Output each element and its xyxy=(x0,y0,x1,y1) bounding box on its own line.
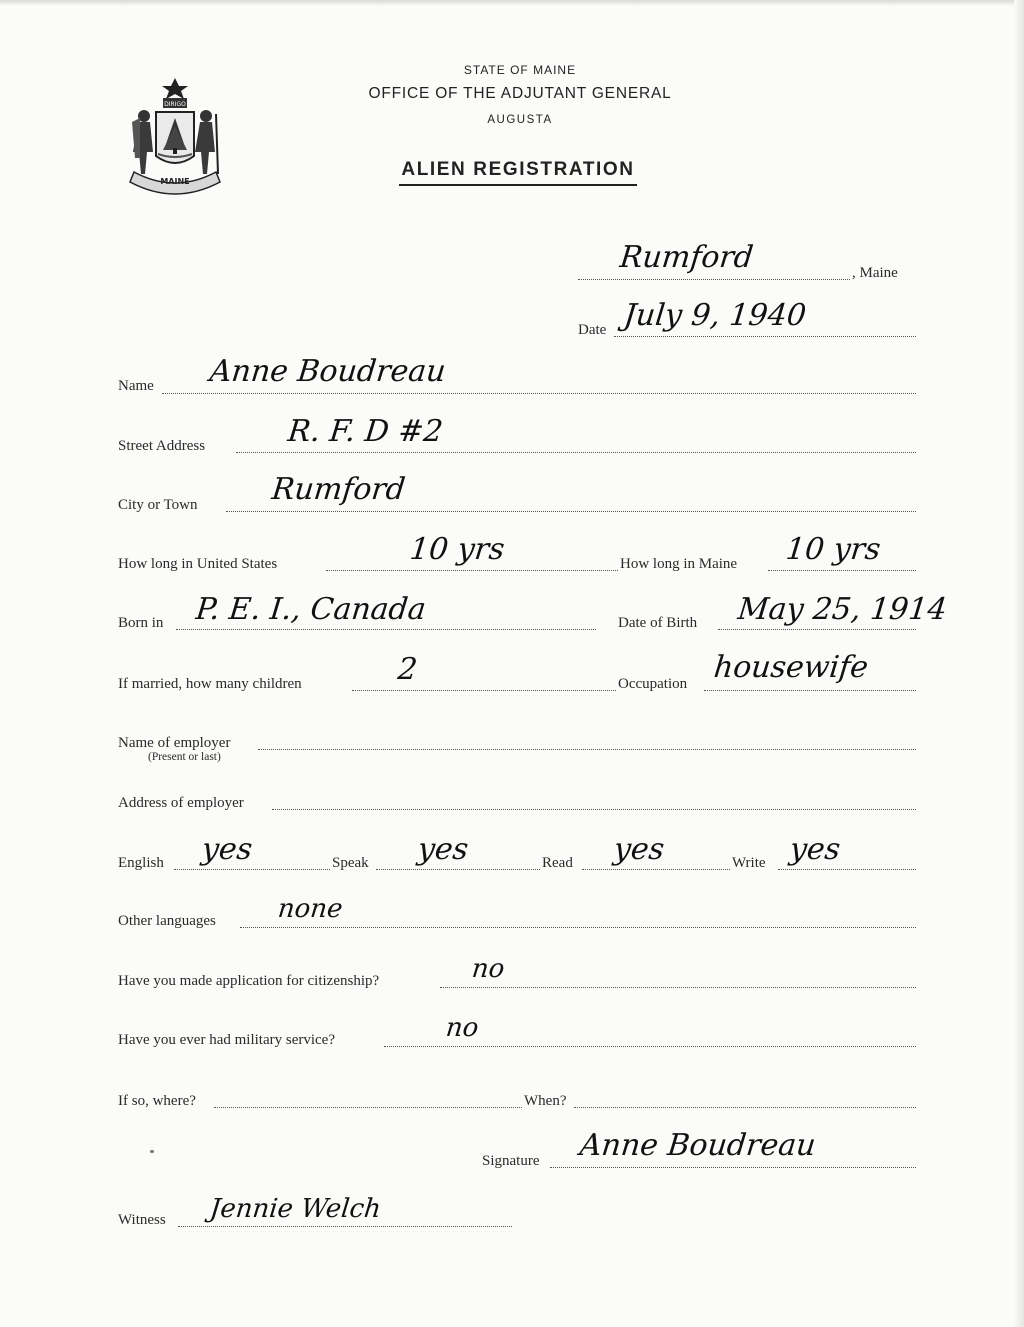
name-value[interactable]: Anne Boudreau xyxy=(208,354,448,389)
english-value[interactable]: yes xyxy=(200,832,254,867)
street-value[interactable]: R. F. D #2 xyxy=(286,414,445,449)
city-label: City or Town xyxy=(118,497,198,513)
military-value[interactable]: no xyxy=(444,1013,480,1043)
witness-value[interactable]: Jennie Welch xyxy=(208,1194,383,1224)
employer-note: (Present or last) xyxy=(148,751,221,763)
header-office: OFFICE OF THE ADJUTANT GENERAL xyxy=(368,85,672,102)
employer-address-label: Address of employer xyxy=(118,795,244,811)
write-value[interactable]: yes xyxy=(788,832,842,867)
children-value[interactable]: 2 xyxy=(396,652,419,687)
english-line xyxy=(174,869,330,870)
if-so-where-label: If so, where? xyxy=(118,1093,196,1109)
write-label: Write xyxy=(732,855,766,871)
how-long-us-label: How long in United States xyxy=(118,556,278,572)
form-title: ALIEN REGISTRATION xyxy=(6,159,1024,181)
employer-label: Name of employer (Present or last) xyxy=(118,735,231,763)
city-value[interactable]: Rumford xyxy=(270,472,407,507)
read-value[interactable]: yes xyxy=(612,832,666,867)
speak-label: Speak xyxy=(332,855,369,871)
signature-label: Signature xyxy=(482,1153,540,1169)
english-label: English xyxy=(118,855,164,871)
citizenship-value[interactable]: no xyxy=(470,954,506,984)
read-label: Read xyxy=(542,855,573,871)
date-line xyxy=(614,336,916,337)
speak-line xyxy=(376,869,540,870)
name-label: Name xyxy=(118,378,154,394)
military-label: Have you ever had military service? xyxy=(118,1032,335,1048)
scan-edge-right xyxy=(1014,0,1024,1327)
seal-banner-text: MAINE xyxy=(160,177,190,186)
how-long-maine-value[interactable]: 10 yrs xyxy=(784,532,883,567)
other-languages-label: Other languages xyxy=(118,913,216,929)
speak-value[interactable]: yes xyxy=(416,832,470,867)
maine-label: , Maine xyxy=(852,265,898,281)
born-in-value[interactable]: P. E. I., Canada xyxy=(194,592,428,627)
employer-line[interactable] xyxy=(258,749,916,750)
city-line xyxy=(226,511,916,512)
scan-edge-top xyxy=(0,0,1024,6)
date-label: Date xyxy=(578,322,607,338)
how-long-maine-line xyxy=(768,570,916,571)
children-line xyxy=(352,690,616,691)
if-so-where-line[interactable] xyxy=(214,1107,522,1108)
occupation-value[interactable]: housewife xyxy=(712,650,870,685)
signature-line xyxy=(550,1167,916,1168)
born-in-label: Born in xyxy=(118,615,164,631)
citizenship-label: Have you made application for citizenship? xyxy=(118,973,380,989)
how-long-us-line xyxy=(326,570,618,571)
town-line xyxy=(578,279,850,280)
street-label: Street Address xyxy=(118,438,206,454)
military-line xyxy=(384,1046,916,1047)
street-line xyxy=(236,452,916,453)
date-of-birth-line xyxy=(718,629,916,630)
date-of-birth-label: Date of Birth xyxy=(618,615,698,631)
date-value[interactable]: July 9, 1940 xyxy=(622,298,808,333)
date-of-birth-value[interactable]: May 25, 1914 xyxy=(736,592,949,627)
how-long-us-value[interactable]: 10 yrs xyxy=(408,532,507,567)
citizenship-line xyxy=(440,987,916,988)
read-line xyxy=(582,869,730,870)
occupation-line xyxy=(704,690,916,691)
name-line xyxy=(162,393,916,394)
employer-address-line[interactable] xyxy=(272,809,916,810)
header-city: AUGUSTA xyxy=(487,114,553,126)
scan-speck xyxy=(150,1150,154,1153)
write-line xyxy=(778,869,916,870)
children-label: If married, how many children xyxy=(118,676,302,692)
other-languages-value[interactable]: none xyxy=(276,894,345,924)
when-label: When? xyxy=(524,1093,567,1109)
how-long-maine-label: How long in Maine xyxy=(620,556,738,572)
other-languages-line xyxy=(240,927,916,928)
town-value[interactable]: Rumford xyxy=(618,240,755,275)
header-state: STATE OF MAINE xyxy=(463,63,577,77)
born-in-line xyxy=(176,629,596,630)
when-line[interactable] xyxy=(574,1107,916,1108)
seal-motto-text: DIRIGO xyxy=(164,101,186,108)
witness-line xyxy=(178,1226,512,1227)
signature-value[interactable]: Anne Boudreau xyxy=(578,1128,818,1163)
witness-label: Witness xyxy=(118,1212,166,1228)
occupation-label: Occupation xyxy=(618,676,688,692)
